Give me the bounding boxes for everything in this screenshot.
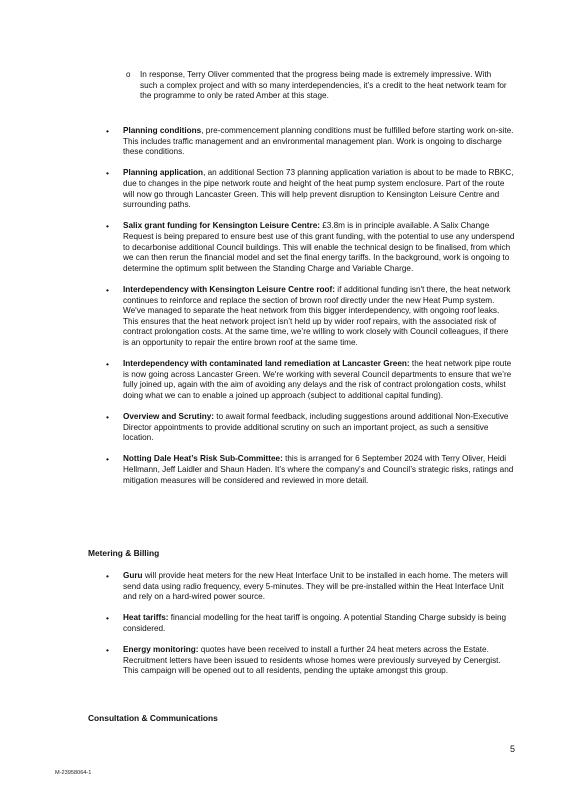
bullet-list-metering: [106, 571, 515, 688]
bullet-item: [106, 284, 515, 349]
bullet-text: this is arranged for 6 September 2024 with Terry Oliver, Heidi Hellmann, Jeff Laidler and Shaun Haden. It’s where the company’s and Council’s strategic risks, ratings and mitigation measures will be considered and reviewed in more detail.: [123, 454, 514, 485]
bullet-text: , pre-commencement planning conditions must be fulfilled before starting work on-site. This includes traffic management and an environmental management plan. Work is ongoing to discharge these conditions.: [123, 126, 514, 157]
bullet-icon: •: [106, 126, 109, 136]
bullet-icon: •: [106, 613, 109, 624]
bullet-text: to await formal feedback, including suggestions around additional Non-Executive Director appointments to provide additional scrutiny on such an important project, as such a sensitive location.: [123, 412, 509, 443]
bullet-title: Planning conditions: [123, 126, 202, 135]
bullet-item: [106, 126, 515, 158]
bullet-list-project-updates: [106, 126, 515, 497]
bullet-title: Planning application: [123, 168, 204, 178]
bullet-text: the heat network pipe route is now going across Lancaster Green. We're working with several Council departments to ensure that we’re fully joined up, again with the aim of avoiding any delays and the risk of contract prolongation costs, whilst doing what we can to enable a joined up approach (subject to additional capital funding).: [123, 359, 512, 400]
sub-bullet-text: In response, Terry Oliver commented that the progress being made is extremely impressive. With such a complex project and with so many interdependencies, it’s a credit to the heat network team for the programme to only be rated Amber at this stage.: [140, 70, 507, 101]
bullet-title: Overview and Scrutiny:: [123, 412, 215, 422]
bullet-text: if additional funding isn't there, the heat network continues to reinforce and replace the section of brown roof directly under the new Heat Pump system. We've managed to separate the heat network from this bigger interdependency, with ongoing roof leaks. This ensures that the heat network project isn’t held up by wider roof repairs, with the associated risk of contract prolongation costs. At the same time, we’re willing to work closely with Council colleagues, if there is an opportunity to repair the entire brown roof at the same time.: [123, 284, 511, 347]
bullet-item: [106, 454, 515, 486]
bullet-item: [106, 359, 515, 401]
bullet-text: will provide heat meters for the new Heat Interface Unit to be installed in each home. The meters will send data using radio frequency, every 5-minutes. They will be pre-installed within the Heat Interface Unit and rely on a hard-wired power source.: [123, 571, 508, 602]
bullet-icon: •: [106, 412, 109, 423]
document-reference: M-23958064-1: [55, 770, 92, 776]
bullet-icon: •: [106, 571, 109, 581]
bullet-item: [106, 412, 515, 444]
bullet-title: Salix grant funding for Kensington Leisure Centre:: [123, 221, 320, 231]
bullet-title: Heat tariffs:: [123, 613, 169, 623]
bullet-item: [106, 613, 515, 634]
bullet-item: [106, 221, 515, 274]
bullet-icon: •: [106, 221, 109, 232]
bullet-title: Guru: [123, 571, 143, 580]
bullet-text: quotes have been received to install a further 24 heat meters across the Estate. Recruitment letters have been issued to residents whose homes were previously surveyed by Cenergist. This campaign will be opened out to all residents, pending the uptake amongst this group.: [123, 645, 501, 676]
bullet-item: [106, 571, 515, 603]
bullet-icon: •: [106, 284, 109, 295]
bullet-icon: •: [106, 359, 109, 370]
page-number: 5: [510, 744, 516, 754]
bullet-title: Interdependency with contaminated land remediation at Lancaster Green:: [123, 359, 410, 369]
bullet-text: £3.8m is in principle available. A Salix Change Request is being prepared to ensure best use of this grant funding, with the potential to use any underspend to decarbonise additional Council buildings. This will enable the technical design to be finalised, from which we can then rerun the financial model and set the final energy tariffs. In the background, work is ongoing to determine the optimum split between the Standing Charge and Variable Charge.: [123, 221, 515, 273]
sub-bullet-response: [126, 70, 510, 102]
bullet-text: financial modelling for the heat tariff is ongoing. A potential Standing Charge subsidy is being considered.: [123, 613, 507, 633]
sub-bullet-marker: o: [126, 70, 131, 79]
bullet-text: , an additional Section 73 planning application variation is about to be made to RBKC, due to changes in the pipe network route and height of the heat pump system enclosure. Part of the route will now go through Lancaster Green. This will help prevent disruption to Kensington Leisure Centre and surrounding paths.: [123, 168, 514, 210]
heading-metering-billing: Metering & Billing: [88, 548, 160, 558]
heading-consultation-communications: Consultation & Communications: [88, 713, 218, 723]
bullet-title: Notting Dale Heat’s Risk Sub-Committee:: [123, 454, 283, 464]
bullet-icon: •: [106, 454, 109, 465]
bullet-item: [106, 645, 515, 677]
bullet-item: [106, 168, 515, 210]
bullet-title: Energy monitoring:: [123, 645, 199, 655]
bullet-icon: •: [106, 645, 109, 656]
bullet-title: Interdependency with Kensington Leisure Centre roof:: [123, 284, 335, 294]
bullet-icon: •: [106, 168, 109, 179]
